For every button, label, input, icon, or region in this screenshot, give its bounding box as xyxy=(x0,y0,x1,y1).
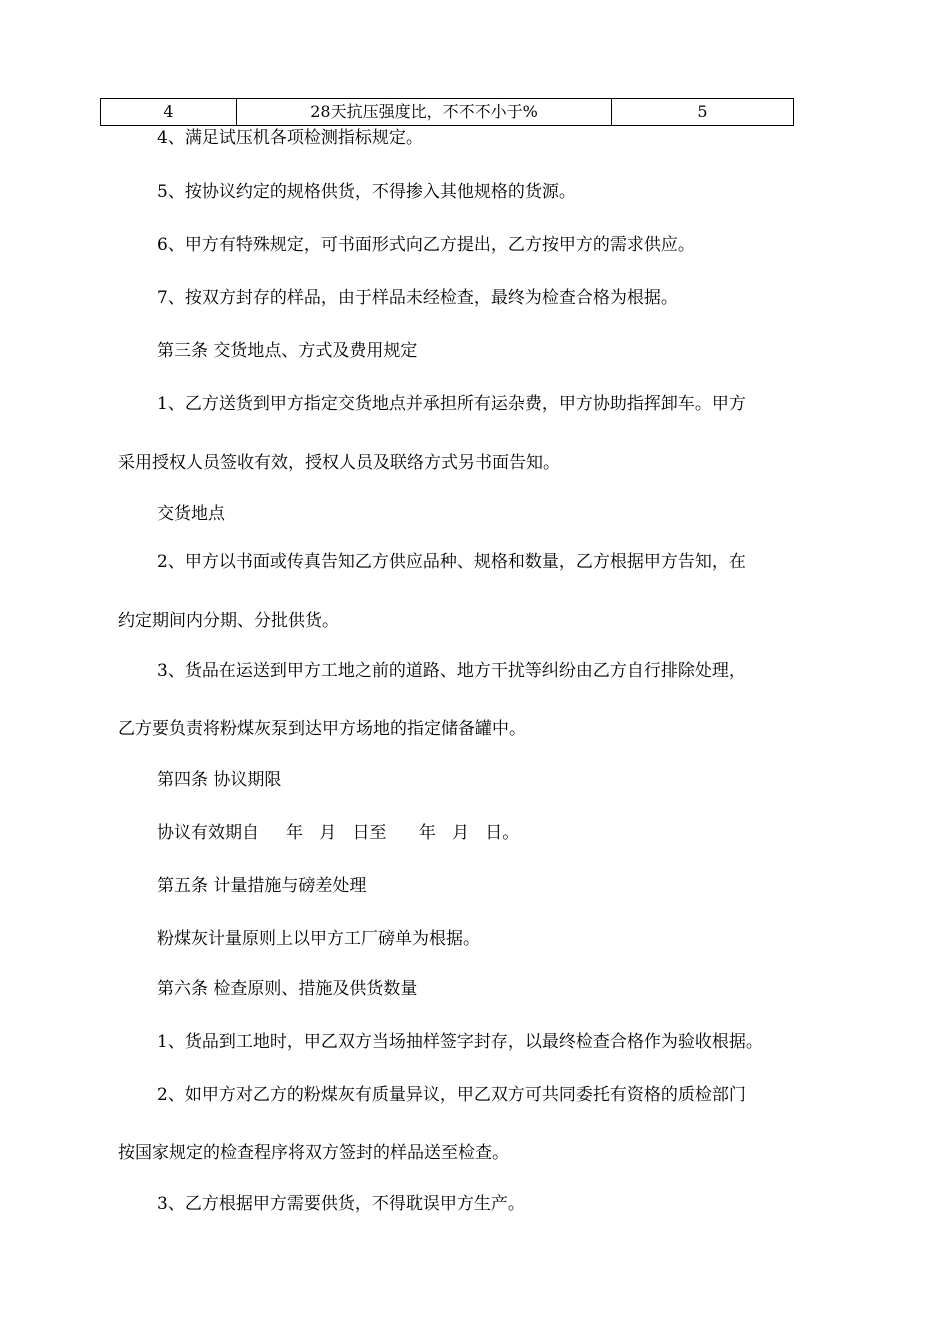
article-6-item-3: 3、乙方根据甲方需要供货，不得耽误甲方生产。 xyxy=(157,1194,525,1214)
article-5-heading: 第五条 计量措施与磅差处理 xyxy=(157,876,367,896)
article-3-item-3: 3、货品在运送到甲方工地之前的道路、地方干扰等纠纷由乙方自行排除处理， xyxy=(157,661,746,681)
agreement-period: 协议有效期自 年 月 日至 年 月 日。 xyxy=(157,823,520,843)
table-cell-index: 4 xyxy=(101,99,237,126)
table-cell-value: 5 xyxy=(612,99,794,126)
article-3-item-1: 1、乙方送货到甲方指定交货地点并承担所有运杂费，甲方协助指挥卸车。甲方 xyxy=(157,394,746,414)
article-6-heading: 第六条 检查原则、措施及供货数量 xyxy=(157,979,418,999)
spec-table xyxy=(100,98,794,126)
clause-item-4: 4、满足试压机各项检测指标规定。 xyxy=(157,128,423,148)
delivery-location-label: 交货地点 xyxy=(157,504,225,524)
table-cell-item: 28天抗压强度比，不不不小于% xyxy=(237,99,612,126)
article-6-item-1: 1、货品到工地时，甲乙双方当场抽样签字封存，以最终检查合格作为验收根据。 xyxy=(157,1032,763,1052)
article-5-body: 粉煤灰计量原则上以甲方工厂磅单为根据。 xyxy=(157,929,480,949)
article-4-heading: 第四条 协议期限 xyxy=(157,770,282,790)
article-6-item-2: 2、如甲方对乙方的粉煤灰有质量异议，甲乙双方可共同委托有资格的质检部门 xyxy=(157,1085,746,1105)
clause-item-7: 7、按双方封存的样品，由于样品未经检查，最终为检查合格为根据。 xyxy=(157,288,678,308)
article-3-item-3-cont: 乙方要负责将粉煤灰泵到达甲方场地的指定储备罐中。 xyxy=(118,719,526,739)
clause-item-5: 5、按协议约定的规格供货，不得掺入其他规格的货源。 xyxy=(157,182,576,202)
article-3-heading: 第三条 交货地点、方式及费用规定 xyxy=(157,341,418,361)
clause-item-6: 6、甲方有特殊规定，可书面形式向乙方提出，乙方按甲方的需求供应。 xyxy=(157,235,695,255)
article-3-item-2-cont: 约定期间内分期、分批供货。 xyxy=(118,611,339,631)
article-3-item-1-cont: 采用授权人员签收有效，授权人员及联络方式另书面告知。 xyxy=(118,453,560,473)
article-3-item-2: 2、甲方以书面或传真告知乙方供应品种、规格和数量，乙方根据甲方告知，在 xyxy=(157,552,746,572)
table-row xyxy=(101,99,794,126)
article-6-item-2-cont: 按国家规定的检查程序将双方签封的样品送至检查。 xyxy=(118,1143,509,1163)
